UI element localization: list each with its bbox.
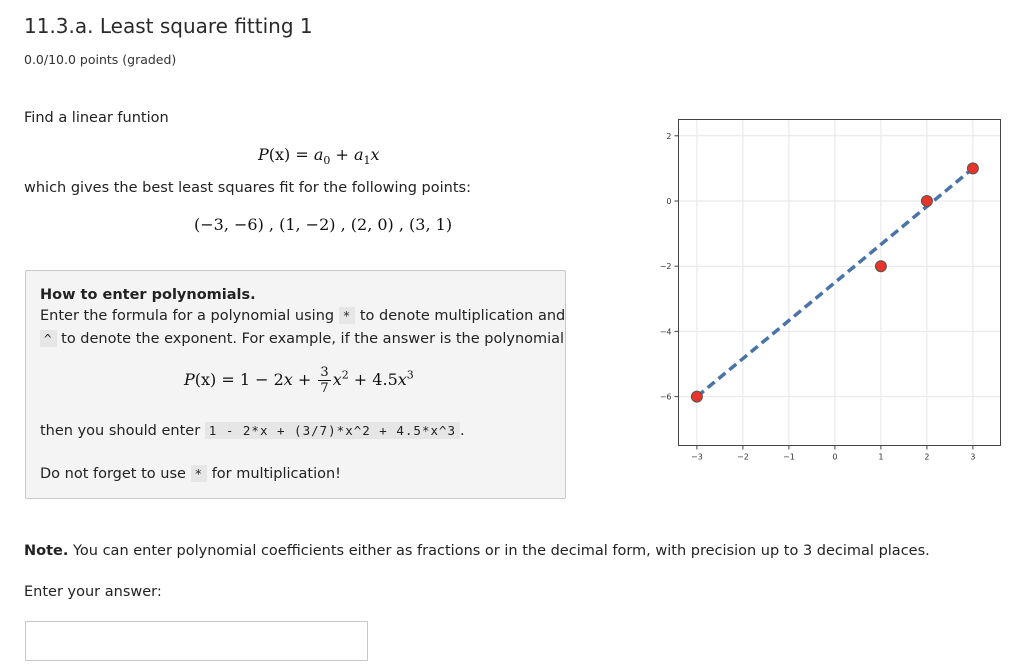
y-tick-label: −6 xyxy=(659,392,672,402)
x-tick-label: −1 xyxy=(783,452,795,462)
code-example-answer: 1 - 2*x + (3/7)*x^2 + 4.5*x^3 xyxy=(205,422,460,439)
x-tick-label: 2 xyxy=(924,452,930,462)
data-point xyxy=(967,163,978,174)
x-tick-label: 3 xyxy=(970,452,976,462)
data-point xyxy=(691,391,702,402)
y-tick-label: −4 xyxy=(659,327,672,337)
example-formula: P(x) = 1 − 2x + $\frac{3}{7}$ $x^2 + 4.5x^3$ xyxy=(184,365,414,396)
hint-enter-line: then you should enter 1 - 2*x + (3/7)*x^2 + 4.5*x^3 . xyxy=(40,423,465,439)
code-multiply: * xyxy=(339,307,356,324)
data-point xyxy=(875,261,886,272)
polynomial-hint-box xyxy=(25,270,566,499)
x-tick-label: −2 xyxy=(737,452,749,462)
note-label: Note. xyxy=(24,543,69,559)
x-tick-label: 1 xyxy=(878,452,884,462)
least-squares-chart xyxy=(659,119,1002,462)
y-tick-label: −2 xyxy=(659,262,672,272)
note-text: Note. You can enter polynomial coefficients either as fractions or in the decimal form, with precision up to 3 decimal places. xyxy=(24,543,930,559)
data-point xyxy=(921,196,932,207)
hint-line-1: Enter the formula for a polynomial using * to denote multiplication and xyxy=(40,308,566,324)
code-exponent: ^ xyxy=(40,330,57,347)
grid-lines xyxy=(679,120,1001,446)
target-formula: $P(x) = a_0 + a_1x$ xyxy=(258,145,380,168)
points-list: (−3, −6) , (1, −2) , (2, 0) , (3, 1) xyxy=(194,215,453,234)
problem-title: 11.3.a. Least square fitting 1 xyxy=(24,14,313,38)
intro-text: Find a linear funtion xyxy=(24,110,169,126)
x-tick-label: −3 xyxy=(691,452,703,462)
answer-label: Enter your answer: xyxy=(24,584,162,600)
hint-forget-line: Do not forget to use * for multiplication! xyxy=(40,466,341,482)
answer-input[interactable] xyxy=(25,621,368,661)
x-tick-label: 0 xyxy=(832,452,838,462)
y-tick-label: 2 xyxy=(666,131,672,141)
points-intro-text: which gives the best least squares fit for the following points: xyxy=(24,180,471,196)
hint-heading: How to enter polynomials. xyxy=(40,287,256,303)
y-tick-label: 0 xyxy=(666,197,672,206)
code-multiply-reminder: * xyxy=(191,465,208,482)
hint-line-2: ^ to denote the exponent. For example, if the answer is the polynomial xyxy=(40,331,564,347)
points-label: 0.0/10.0 points (graded) xyxy=(24,52,177,67)
